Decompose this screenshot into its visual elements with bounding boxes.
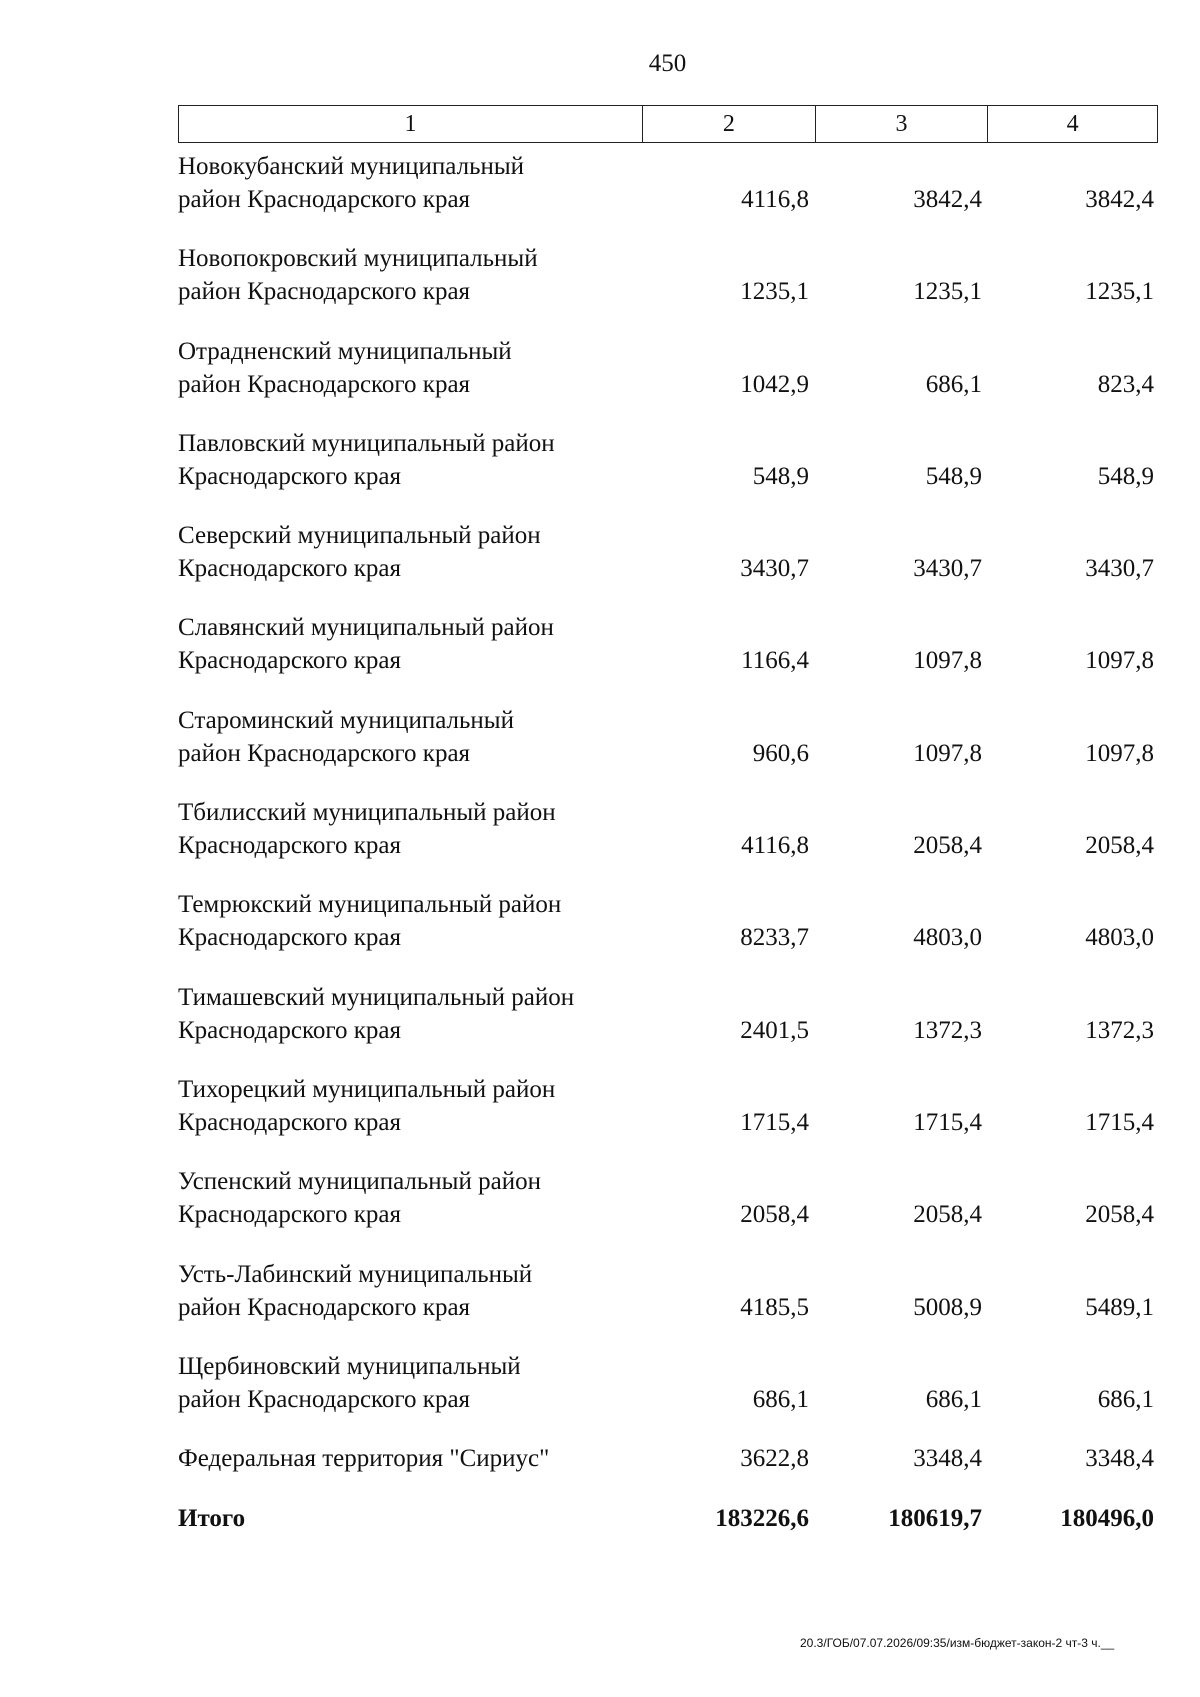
table-row xyxy=(178,794,1158,886)
row-value-col4: 5489,1 xyxy=(1085,1293,1154,1321)
row-value-col3: 3842,4 xyxy=(913,186,982,213)
row-value-col3: 548,9 xyxy=(925,462,982,490)
row-value-col3: 1097,8 xyxy=(913,739,982,767)
row-name: Успенский муниципальный район Краснодарского края xyxy=(178,1168,541,1229)
table-row xyxy=(178,333,1158,425)
row-value-col3: 686,1 xyxy=(925,1385,982,1413)
page-number: 450 xyxy=(648,50,687,77)
row-name: Славянский муниципальный район Краснодарского края xyxy=(178,614,554,675)
row-value-col4: 2058,4 xyxy=(1085,832,1154,860)
row-value-col4: 1235,1 xyxy=(1085,278,1154,306)
row-value-col2: 1235,1 xyxy=(740,278,809,306)
table-row xyxy=(178,1348,1158,1440)
document-footer-reference: 20.3/ГОБ/07.07.2026/09:35/изм-бюджет-закон-2 чт-3 ч.__ xyxy=(800,1636,1115,1650)
total-value-col3: 180619,7 xyxy=(888,1505,982,1533)
table-row-sirius xyxy=(178,1440,1158,1500)
row-value-col4: 3348,4 xyxy=(1085,1445,1154,1473)
row-name: Павловский муниципальный район Краснодарского края xyxy=(178,429,555,490)
row-name: Новопокровский муниципальный район Краснодарского края xyxy=(178,245,538,306)
table-header xyxy=(178,105,1158,143)
header-col-1: 1 xyxy=(404,110,417,137)
row-name: Федеральная территория "Сириус" xyxy=(178,1445,550,1473)
table-row xyxy=(178,702,1158,794)
table-row xyxy=(178,517,1158,609)
row-value-col4: 3430,7 xyxy=(1085,555,1154,583)
row-value-col2: 960,6 xyxy=(752,739,809,767)
row-name: Тихорецкий муниципальный район Краснодарского края xyxy=(178,1075,556,1136)
row-name: Отрадненский муниципальный район Краснодарского края xyxy=(178,337,512,398)
row-value-col3: 1235,1 xyxy=(913,278,982,306)
table-row xyxy=(178,609,1158,701)
row-name: Щербиновский муниципальный район Краснодарского края xyxy=(178,1352,521,1413)
row-value-col2: 3622,8 xyxy=(740,1445,809,1473)
row-value-col3: 3430,7 xyxy=(913,555,982,583)
row-value-col3: 1372,3 xyxy=(913,1016,982,1044)
table-row xyxy=(178,1256,1158,1348)
row-value-col4: 1097,8 xyxy=(1085,739,1154,767)
row-name: Тбилисский муниципальный район Краснодарского края xyxy=(178,799,556,860)
row-name: Северский муниципальный район Краснодарского края xyxy=(178,522,541,583)
row-name: Новокубанский муниципальный район Краснодарского края xyxy=(178,153,525,213)
table-row xyxy=(178,1163,1158,1255)
row-value-col2: 3430,7 xyxy=(740,555,809,583)
row-value-col2: 1166,4 xyxy=(741,647,809,675)
row-value-col2: 686,1 xyxy=(752,1385,809,1413)
row-value-col2: 4185,5 xyxy=(740,1293,809,1321)
table-row xyxy=(178,1071,1158,1163)
table-row xyxy=(178,425,1158,517)
row-value-col2: 2058,4 xyxy=(740,1201,809,1229)
row-name: Усть-Лабинский муниципальный район Краснодарского края xyxy=(178,1260,533,1321)
table-row xyxy=(178,979,1158,1071)
total-value-col4: 180496,0 xyxy=(1060,1505,1154,1533)
row-value-col2: 4116,8 xyxy=(741,832,809,860)
row-value-col3: 5008,9 xyxy=(913,1293,982,1321)
row-value-col4: 3842,4 xyxy=(1085,186,1154,213)
table-row xyxy=(178,240,1158,332)
row-value-col3: 4803,0 xyxy=(913,924,982,952)
total-label: Итого xyxy=(178,1505,246,1533)
row-value-col3: 1715,4 xyxy=(913,1108,982,1136)
row-value-col2: 2401,5 xyxy=(740,1016,809,1044)
row-value-col4: 1097,8 xyxy=(1085,647,1154,675)
row-value-col4: 1715,4 xyxy=(1085,1108,1154,1136)
header-col-3: 3 xyxy=(815,106,988,142)
row-value-col2: 1715,4 xyxy=(740,1108,809,1136)
table-row xyxy=(178,886,1158,978)
row-value-col3: 2058,4 xyxy=(913,832,982,860)
row-value-col4: 823,4 xyxy=(1097,370,1154,398)
row-value-col3: 1097,8 xyxy=(913,647,982,675)
row-name: Темрюкский муниципальный район Краснодарского края xyxy=(178,891,562,952)
row-value-col3: 2058,4 xyxy=(913,1201,982,1229)
row-value-col4: 548,9 xyxy=(1097,462,1154,490)
row-value-col2: 4116,8 xyxy=(741,186,809,213)
header-col-4: 4 xyxy=(987,106,1157,142)
row-value-col4: 686,1 xyxy=(1097,1385,1154,1413)
row-value-col4: 1372,3 xyxy=(1085,1016,1154,1044)
row-name: Староминский муниципальный район Краснодарского края xyxy=(178,706,514,767)
row-value-col2: 8233,7 xyxy=(740,924,809,952)
row-value-col3: 3348,4 xyxy=(913,1445,982,1473)
table-body xyxy=(178,148,1158,1560)
row-value-col2: 548,9 xyxy=(752,462,809,490)
table-row-total xyxy=(178,1500,1158,1560)
row-value-col3: 686,1 xyxy=(925,370,982,398)
row-value-col4: 4803,0 xyxy=(1085,924,1154,952)
header-col-2: 2 xyxy=(642,106,815,142)
table-row xyxy=(178,148,1158,240)
row-value-col4: 2058,4 xyxy=(1085,1201,1154,1229)
total-value-col2: 183226,6 xyxy=(715,1505,809,1533)
row-name: Тимашевский муниципальный район Краснодарского края xyxy=(178,983,575,1044)
row-value-col2: 1042,9 xyxy=(740,370,809,398)
